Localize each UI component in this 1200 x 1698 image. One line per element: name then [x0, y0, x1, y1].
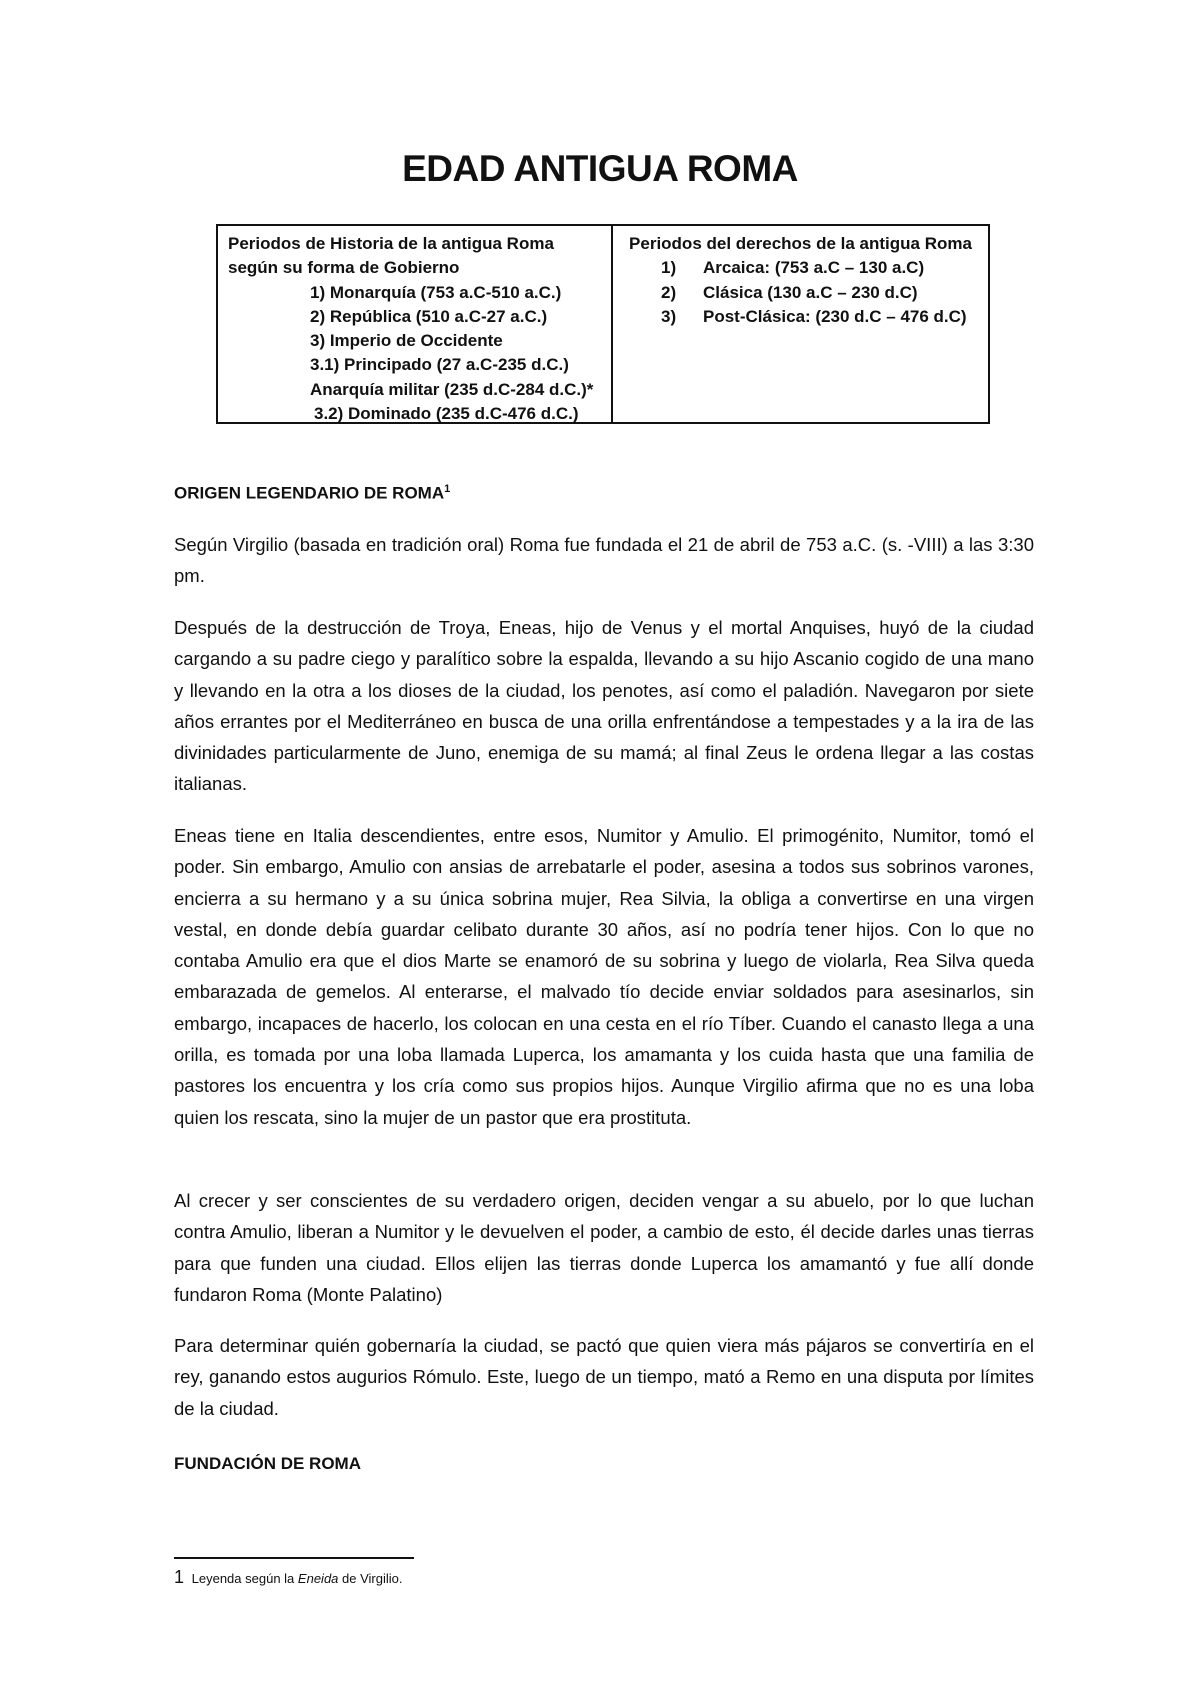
history-periods-header-line2: según su forma de Gobierno — [228, 258, 460, 278]
paragraph: Eneas tiene en Italia descendientes, entre esos, Numitor y Amulio. El primogénito, Numitor, tomó el poder. Sin embargo, Amulio con ansias de arrebatarle el poder, asesina a todos sus sobrinos varones, encierra a su hermano y a su única sobrina mujer, Rea Silvia, la obliga a convertirse en una virgen vestal, en donde debía guardar celibato durante 30 años, así no podría tener hijos. Con lo que no contaba Amulio era que el dios Marte se enamoró de su sobrina y luego de violarla, Rea Silva queda embarazada de gemelos. Al enterarse, el malvado tío decide enviar soldados para asesinarlos, sin embargo, incapaces de hacerlo, los colocan en una cesta en el río Tíber. Cuando el canasto llega a una orilla, es tomada por una loba llamada Luperca, los amamanta y los cuida hasta que una familia de pastores los encuentra y los cría como sus propios hijos. Aunque Virgilio afirma que no es una loba quien los rescata, sino la mujer de un pastor que era prostituta. — [174, 825, 1034, 1128]
law-period-number: 2) — [661, 282, 677, 302]
paragraph: Para determinar quién gobernaría la ciudad, se pactó que quien viera más pájaros se convertiría en el rey, ganando estos augurios Rómulo. Este, luego de un tiempo, mató a Remo en una disputa por límites de la ciudad. — [174, 1335, 1034, 1419]
periods-table — [216, 224, 990, 424]
footnote-text-after: de Virgilio. — [342, 1571, 403, 1586]
history-periods-header-line1: Periodos de Historia de la antigua Roma — [228, 234, 554, 253]
history-period-item: Anarquía militar (235 d.C-284 d.C.)* — [310, 379, 594, 399]
section-heading-foundation: FUNDACIÓN DE ROMA — [174, 1454, 361, 1473]
history-period-item: 3.1) Principado (27 a.C-235 d.C.) — [310, 355, 569, 375]
footnote-reference: 1 — [444, 483, 451, 495]
footnote-text-before: Leyenda según la — [191, 1571, 295, 1586]
history-period-item: 2) República (510 a.C-27 a.C.) — [310, 306, 548, 326]
law-period-item — [623, 281, 978, 305]
law-period-item — [623, 305, 978, 329]
law-period-item — [623, 256, 978, 280]
footnote-italic-title: Eneida — [297, 1571, 339, 1586]
law-periods-column — [613, 226, 988, 422]
paragraph: Después de la destrucción de Troya, Eneas, hijo de Venus y el mortal Anquises, huyó de la ciudad cargando a su padre ciego y paralítico sobre la espalda, llevando a su hijo Ascanio cogido de una mano y llevando en la otra a los dioses de la ciudad, los penotes, así como el paladión. Navegaron por siete años errantes por el Mediterráneo en busca de una orilla enfrentándose a tempestades y a la ira de las divinidades particularmente de Juno, enemiga de su mamá; al final Zeus le ordena llegar a las costas italianas. — [174, 617, 1034, 795]
law-periods-header: Periodos del derechos de la antigua Roma — [629, 234, 972, 253]
paragraph: Al crecer y ser conscientes de su verdadero origen, deciden vengar a su abuelo, por lo que luchan contra Amulio, liberan a Numitor y le devuelven el poder, a cambio de esto, él decide darles unas tierras para que funden una ciudad. Ellos elijen las tierras donde Luperca los amamantó y fue allí donde fundaron Roma (Monte Palatino) — [174, 1190, 1034, 1305]
history-period-item: 3.2) Dominado (235 d.C-476 d.C.) — [314, 404, 579, 424]
footnote-separator — [174, 1557, 414, 1559]
history-period-item: 3) Imperio de Occidente — [310, 331, 503, 351]
law-period-text: Post-Clásica: (230 d.C – 476 d.C) — [703, 306, 967, 326]
section-heading-text: ORIGEN LEGENDARIO DE ROMA — [174, 483, 445, 503]
history-periods-column — [218, 226, 613, 422]
footnote — [174, 1567, 403, 1588]
page-title: EDAD ANTIGUA ROMA — [402, 148, 798, 189]
law-period-text: Arcaica: (753 a.C – 130 a.C) — [703, 258, 925, 278]
section-heading-origin — [174, 483, 450, 504]
paragraph: Según Virgilio (basada en tradición oral) Roma fue fundada el 21 de abril de 753 a.C. (s. -VIII) a las 3:30 pm. — [174, 534, 1034, 587]
law-period-text: Clásica (130 a.C – 230 d.C) — [703, 282, 918, 302]
law-period-number: 1) — [661, 258, 677, 278]
law-period-number: 3) — [661, 306, 677, 326]
footnote-number: 1 — [174, 1567, 185, 1587]
history-period-item: 1) Monarquía (753 a.C-510 a.C.) — [310, 282, 562, 302]
